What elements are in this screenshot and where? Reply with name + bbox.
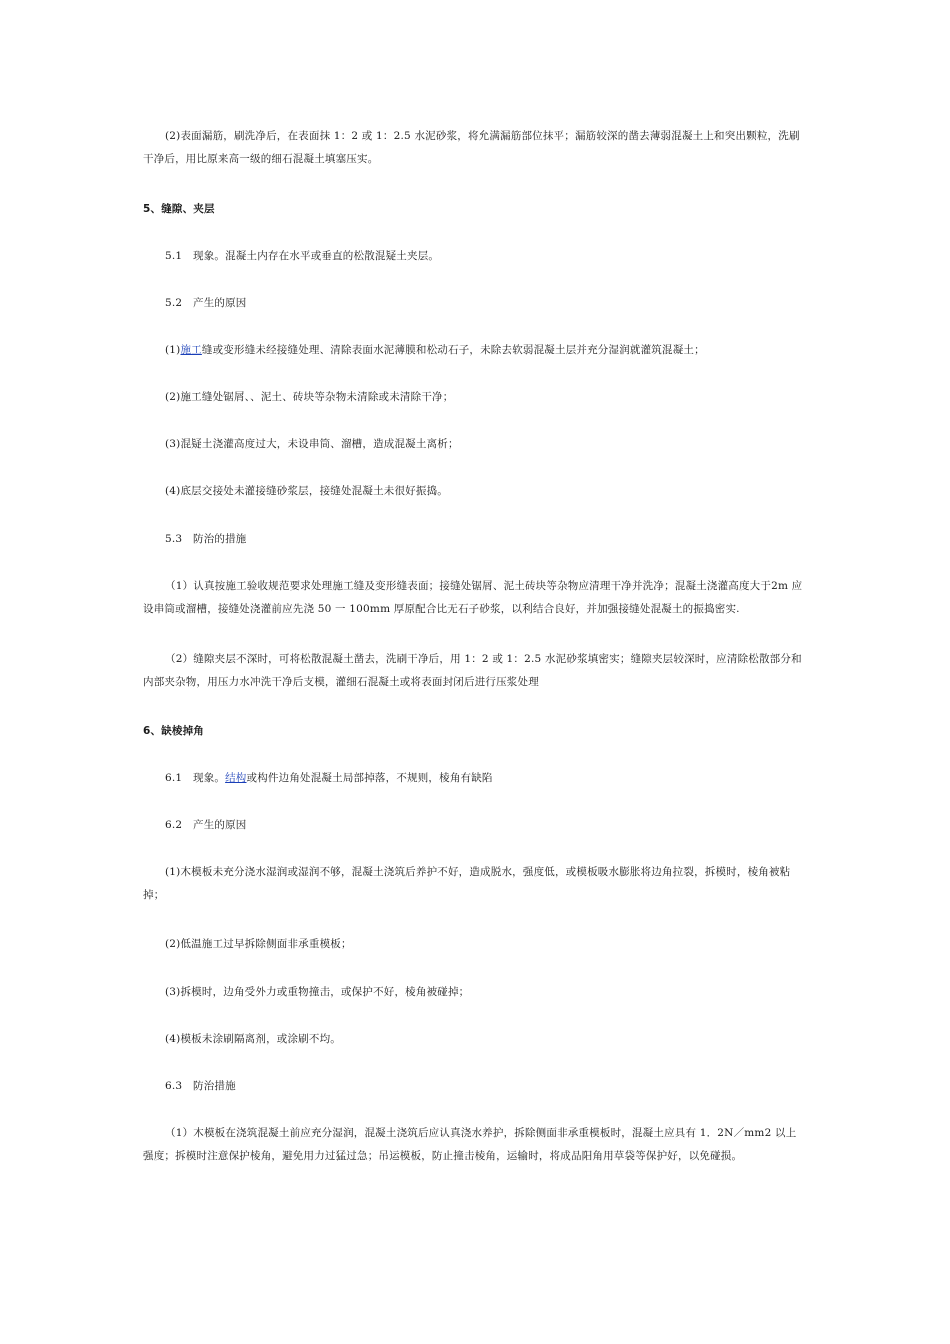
measure-item-2: （2）缝隙夹层不深时，可将松散混凝土凿去，洗刷干净后，用 1：2 或 1：2.5 水泥砂浆填密实；缝隙夹层较深时，应清除松散部分和内部夹杂物，用压力水冲洗干净后支模，灌细石混凝土或将表面封闭后进行压浆处理 [143, 653, 802, 688]
subsection-6-2: 6.2 产生的原因 [165, 819, 247, 831]
cause-item-2: (2)施工缝处锯屑、、泥土、砖块等杂物未清除或未清除干净； [165, 391, 454, 403]
measure-item-1: （1）认真按施工验收规范要求处理施工缝及变形缝表面；接缝处锯屑、泥土砖块等杂物应清理干净并洗净；混凝土浇灌高度大于2m 应设串筒或溜槽，接缝处浇灌前应先浇 50 一 100mm 厚原配合比无石子砂浆，以利结合良好，并加强接缝处混凝土的振捣密实. [143, 580, 803, 615]
subsection-5-3: 5.3 防治的措施 [165, 533, 247, 545]
prevention6-item-1: （1）木模板在浇筑混凝土前应充分湿润，混凝土浇筑后应认真浇水养护，拆除侧面非承重模板时，混凝土应具有 1．2N／mm2 以上强度；拆模时注意保护棱角，避免用力过猛过急；吊运模板，防止撞击棱角，运输时，将成品阳角用草袋等保护好，以免碰损。 [143, 1127, 797, 1162]
cause-item-3: (3)混疑土浇灌高度过大，未设串筒、溜槽，造成混凝土离析； [165, 438, 459, 450]
subsection-5-1: 5.1 现象。混凝土内存在水平或垂直的松散混疑土夹层。 [165, 250, 440, 262]
subsection-6-1-text: 或构件边角处混凝土局部掉落，不规则，棱角有缺陷 [246, 772, 493, 784]
subsection-6-1-prefix: 6.1 现象。 [165, 772, 226, 784]
cause6-item-4: (4)模板未涂刷隔离剂，或涂刷不均。 [165, 1033, 341, 1045]
subsection-6-3: 6.3 防治措施 [165, 1080, 236, 1092]
cause6-item-1: (1)木模板未充分浇水湿润或湿润不够，混凝土浇筑后养护不好，造成脱水，强度低，或模板吸水膨胀将边角拉裂，拆模时，棱角被粘掉； [143, 866, 791, 901]
cause-item-1 [143, 339, 807, 362]
paragraph-exposed-rebar-repair: (2)表面漏筋，刷洗净后，在表面抹 1：2 或 1：2.5 水泥砂浆，将允满漏筋部位抹平；漏筋较深的凿去薄弱混凝土上和突出颗粒，洗刷干净后，用比原来高一级的细石混凝土填塞压实。 [143, 130, 800, 165]
cause-item-4: (4)底层交接处未灌接缝砂浆层，接缝处混凝土未很好振捣。 [165, 485, 448, 497]
heading-section-6 [143, 720, 807, 743]
cause6-item-2: (2)低温施工过早拆除侧面非承重模板； [165, 938, 352, 950]
cause-item-1-prefix: (1) [165, 344, 181, 356]
heading-section-5: 5、缝隙、夹层 [143, 203, 215, 215]
link-structure[interactable]: 结构 [225, 772, 247, 784]
cause-item-1-text: 缝或变形缝未经接缝处理、清除表面水泥薄膜和松动石子，未除去软弱混凝土层并充分湿润就灌筑混凝土； [201, 344, 705, 356]
cause6-item-3: (3)拆模时，边角受外力或重物撞击，或保护不好，棱角被碰掉； [165, 986, 470, 998]
document-page [143, 0, 807, 1344]
subsection-6-1 [143, 767, 807, 790]
link-construction[interactable]: 施工 [180, 344, 202, 356]
heading-section-6-text: 6、缺棱掉角 [143, 725, 205, 737]
subsection-5-2: 5.2 产生的原因 [165, 297, 247, 309]
